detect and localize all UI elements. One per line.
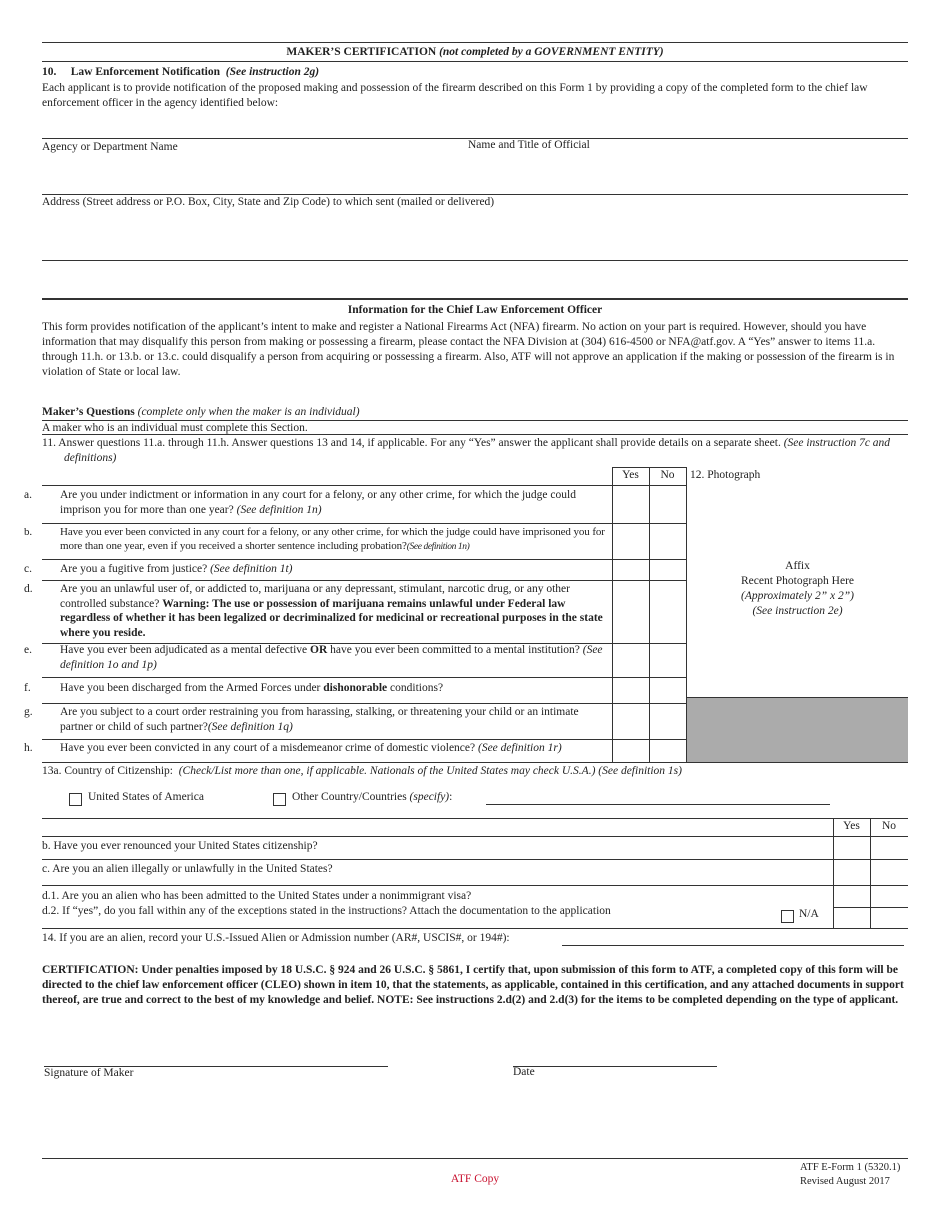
makers-questions-heading bbox=[42, 405, 360, 420]
question-11g bbox=[24, 705, 610, 735]
q-row-e-bottom bbox=[42, 677, 686, 678]
cleo-title: Information for the Chief Law Enforcement Officer bbox=[347, 304, 603, 316]
q11f-yes-cell[interactable] bbox=[613, 678, 648, 702]
q13c-yes-cell[interactable] bbox=[834, 860, 869, 884]
q11h-yes-cell[interactable] bbox=[613, 740, 648, 761]
signature-field[interactable] bbox=[44, 1040, 388, 1066]
q11f-text-a: Have you been discharged from the Armed Forces under bbox=[60, 682, 321, 694]
q13c-text: c. Are you an alien illegally or unlawfully in the United States? bbox=[42, 863, 333, 875]
q13b-yes-cell[interactable] bbox=[834, 837, 869, 858]
question-11e bbox=[24, 643, 610, 673]
header-title: MAKER’S CERTIFICATION bbox=[286, 46, 437, 58]
photo-line2: Recent Photograph Here bbox=[740, 575, 855, 587]
other-country-input[interactable] bbox=[486, 788, 830, 804]
date-line bbox=[513, 1066, 717, 1067]
atf-copy-label: ATF Copy bbox=[450, 1173, 500, 1185]
date-label: Date bbox=[513, 1066, 535, 1078]
photo-line1: Affix bbox=[785, 560, 810, 572]
q11f-letter: f. bbox=[24, 682, 31, 694]
q13d1-yes-cell[interactable] bbox=[834, 886, 869, 906]
form-id: ATF E-Form 1 (5320.1) bbox=[800, 1162, 901, 1173]
na-label: N/A bbox=[799, 908, 819, 920]
photo-line3: (Approximately 2” x 2”) bbox=[741, 590, 854, 602]
q13d2-yes-cell[interactable] bbox=[834, 908, 869, 927]
top-rule bbox=[42, 42, 908, 43]
q11h-no-cell[interactable] bbox=[650, 740, 685, 761]
q14-line bbox=[562, 945, 904, 946]
q11g-ref: (See definition 1q) bbox=[207, 720, 293, 733]
question-11b bbox=[24, 525, 610, 554]
q11g-yes-cell[interactable] bbox=[613, 704, 648, 738]
footer-rule bbox=[42, 1158, 908, 1159]
q-row-g-bottom bbox=[42, 739, 686, 740]
q13-table-top bbox=[42, 818, 908, 819]
q11g-no-cell[interactable] bbox=[650, 704, 685, 738]
q13-yes-header: Yes bbox=[843, 820, 860, 832]
q11h-text: Have you ever been convicted in any court of a misdemeanor crime of domestic violence? bbox=[60, 742, 476, 754]
q13c-no-cell[interactable] bbox=[871, 860, 908, 884]
q11d-warning: Warning: The use or possession of marijuana remains unlawful under Federal law regardless of whether it has been legalized or decriminalized for medicinal or recreational purposes in the state where you reside. bbox=[60, 597, 603, 639]
q11e-or: OR bbox=[310, 644, 328, 656]
question-11f bbox=[24, 681, 610, 696]
q11d-no-cell[interactable] bbox=[650, 581, 685, 642]
other-country-text: Other Country/Countries bbox=[292, 791, 407, 803]
official-field[interactable] bbox=[468, 152, 908, 182]
q13a-heading bbox=[42, 764, 682, 779]
q11-intro-text: 11. Answer questions 11.a. through 11.h. Answer questions 13 and 14, if applicable. For any “Yes” answer the applicant shall provide details on a separate sheet. bbox=[42, 437, 781, 449]
q11f-dishonorable: dishonorable bbox=[323, 682, 388, 694]
q11c-text: Are you a fugitive from justice? bbox=[60, 563, 208, 575]
q-row-b-bottom bbox=[42, 559, 686, 560]
q11-intro bbox=[42, 436, 906, 466]
other-country-label bbox=[292, 790, 452, 805]
agency-label: Agency or Department Name bbox=[42, 141, 178, 153]
q11c-no-cell[interactable] bbox=[650, 560, 685, 579]
q11e-text-b: have you ever been committed to a mental institution? bbox=[330, 644, 580, 656]
q11c-yes-cell[interactable] bbox=[613, 560, 648, 579]
q11-no-header: No bbox=[660, 469, 675, 481]
q13b-text: b. Have you ever renounced your United States citizenship? bbox=[42, 840, 318, 852]
q13a-note: (Check/List more than one, if applicable. Nationals of the United States may check U.S.A.) (See definition 1s) bbox=[178, 765, 682, 777]
usa-checkbox[interactable] bbox=[69, 793, 82, 806]
q11a-text: Are you under indictment or information in any court for a felony, or any other crime, for which the judge could imprison you for more than one year? bbox=[60, 489, 576, 516]
makers-certification-header bbox=[42, 45, 908, 60]
q11f-no-cell[interactable] bbox=[650, 678, 685, 702]
q-row-top bbox=[42, 485, 686, 486]
signature-label: Signature of Maker bbox=[44, 1067, 134, 1079]
question-11h bbox=[24, 741, 610, 756]
q11b-no-cell[interactable] bbox=[650, 524, 685, 558]
q11e-letter: e. bbox=[24, 644, 32, 656]
q11f-text-b: conditions? bbox=[390, 682, 444, 694]
q11c-letter: c. bbox=[24, 563, 32, 575]
section10-ref: (See instruction 2g) bbox=[225, 66, 320, 78]
q13d2-no-cell[interactable] bbox=[871, 908, 908, 927]
section10-number: 10. bbox=[42, 66, 57, 78]
q11a-ref: (See definition 1n) bbox=[236, 503, 322, 516]
q13c-rule bbox=[42, 885, 908, 886]
q13-no-header: No bbox=[881, 820, 897, 832]
q-row-c-bottom bbox=[42, 580, 686, 581]
q11g-letter: g. bbox=[24, 706, 33, 718]
q-row-h-bottom bbox=[42, 762, 908, 763]
q11b-yes-cell[interactable] bbox=[613, 524, 648, 558]
photo-shaded-area bbox=[687, 698, 908, 762]
date-field[interactable] bbox=[513, 1040, 717, 1066]
must-complete-text: A maker who is an individual must complete this Section. bbox=[42, 422, 308, 434]
address-field[interactable] bbox=[42, 212, 908, 256]
na-checkbox[interactable] bbox=[781, 910, 794, 923]
q-row-f-bottom bbox=[42, 703, 686, 704]
address-label: Address (Street address or P.O. Box, City, State and Zip Code) to which sent (mailed or delivered) bbox=[42, 196, 495, 208]
q11b-letter: b. bbox=[24, 526, 33, 538]
q11a-no-cell[interactable] bbox=[650, 486, 685, 522]
section10-heading bbox=[42, 65, 319, 80]
q11h-letter: h. bbox=[24, 742, 33, 754]
official-label: Name and Title of Official bbox=[468, 139, 590, 151]
question-11a bbox=[24, 488, 610, 518]
must-complete-rule bbox=[42, 434, 908, 435]
other-country-line bbox=[486, 804, 830, 805]
q11h-ref: (See definition 1r) bbox=[478, 742, 562, 754]
question-11c bbox=[24, 562, 610, 577]
q11e-yes-cell[interactable] bbox=[613, 644, 648, 676]
q14-text: 14. If you are an alien, record your U.S.-Issued Alien or Admission number (AR#, USCIS#, or 194#): bbox=[42, 932, 510, 944]
form-revised: Revised August 2017 bbox=[800, 1176, 890, 1187]
q11c-ref: (See definition 1t) bbox=[210, 563, 293, 575]
cleo-text: This form provides notification of the applicant’s intent to make and register a National Firearms Act (NFA) firearm. No action on your part is required. However, should you have information that may disqualify this person from making or possessing a firearm, please contact the NFA Division at (304) 616-4500 or NFA@atf.gov. A “Yes” answer to items 11.a. through 11.h. or 13.b. or 13.c. could disqualify a person from acquiring or possessing a firearm. Also, ATF will not approve an application if the making or possession of the firearm is in violation of State or local law. bbox=[42, 321, 895, 378]
other-country-note: (specify) bbox=[409, 791, 450, 803]
q11a-letter: a. bbox=[24, 489, 32, 501]
photo-label: 12. Photograph bbox=[690, 469, 761, 481]
q11d-letter: d. bbox=[24, 583, 33, 595]
q13d1-text: d.1. Are you an alien who has been admitted to the United States under a nonimmigrant visa? bbox=[42, 890, 472, 902]
q11b-text: Have you ever been convicted in any court for a felony, or any other crime, for which the judge could have imprisoned you for more than one year, even if you received a shorter sentence including probation? bbox=[60, 526, 605, 553]
q-row-a-bottom bbox=[42, 523, 686, 524]
certification-text: CERTIFICATION: Under penalties imposed by 18 U.S.C. § 924 and 26 U.S.C. § 5861, I certify that, upon submission of this form to ATF, a completed copy of this form will be directed to the chief law enforcement officer (CLEO) shown in item 10, that the statements, as applicable, contained in this certification, and any attached documents in support thereof, are true and correct to the best of my knowledge and belief. NOTE: See instructions 2.d(2) and 2.d(3) for the items to be completed depending on the type of applicant. bbox=[42, 964, 904, 1006]
cleo-rule bbox=[42, 298, 908, 300]
q14-input[interactable] bbox=[562, 929, 904, 945]
other-country-colon: : bbox=[449, 791, 453, 803]
q11e-ref: (See definition 1o and 1p) bbox=[60, 644, 603, 671]
photo-drop-area[interactable] bbox=[687, 485, 908, 696]
address-bottom-line bbox=[42, 260, 908, 261]
q11a-yes-cell[interactable] bbox=[613, 486, 648, 522]
q13-header-rule bbox=[42, 836, 908, 837]
q11e-no-cell[interactable] bbox=[650, 644, 685, 676]
q13b-rule bbox=[42, 859, 908, 860]
makers-title-note: (complete only when the maker is an individual) bbox=[137, 406, 360, 418]
q11b-ref: (See definition 1n) bbox=[406, 542, 470, 553]
q11-intro-ref: (See instruction 7c and definitions) bbox=[64, 437, 891, 464]
q13d2-text: d.2. If “yes”, do you fall within any of the exceptions stated in the instructions? Attach the documentation to the application bbox=[42, 905, 611, 917]
agency-field[interactable] bbox=[42, 152, 466, 182]
makers-title: Maker’s Questions bbox=[42, 406, 135, 418]
q13b-no-cell[interactable] bbox=[871, 837, 908, 858]
q13d1-no-cell[interactable] bbox=[871, 886, 908, 906]
q11e-text-a: Have you ever been adjudicated as a mental defective bbox=[60, 644, 308, 656]
q13a-label: 13a. Country of Citizenship: bbox=[42, 765, 173, 777]
q11d-text: Are you an unlawful user of, or addicted to, marijuana or any depressant, stimulant, narcotic drug, or any other controlled substance? bbox=[60, 583, 570, 610]
header-title-note: (not completed by a GOVERNMENT ENTITY) bbox=[439, 46, 664, 58]
q11-yes-header: Yes bbox=[622, 469, 639, 481]
q11g-text: Are you subject to a court order restraining you from harassing, stalking, or threatening your child or an intimate partner or child of such partner? bbox=[60, 706, 579, 733]
section10-text: Each applicant is to provide notification of the proposed making and possession of the firearm described on this Form 1 by providing a copy of the completed form to the chief law enforcement officer in the agency identified below: bbox=[42, 82, 868, 109]
other-country-checkbox[interactable] bbox=[273, 793, 286, 806]
photo-line4: (See instruction 2e) bbox=[752, 605, 843, 617]
question-11d bbox=[24, 582, 610, 640]
section10-title: Law Enforcement Notification bbox=[70, 66, 221, 78]
header-rule bbox=[42, 61, 908, 62]
form-id-block bbox=[800, 1161, 900, 1189]
q11d-yes-cell[interactable] bbox=[613, 581, 648, 642]
usa-label: United States of America bbox=[88, 791, 204, 803]
